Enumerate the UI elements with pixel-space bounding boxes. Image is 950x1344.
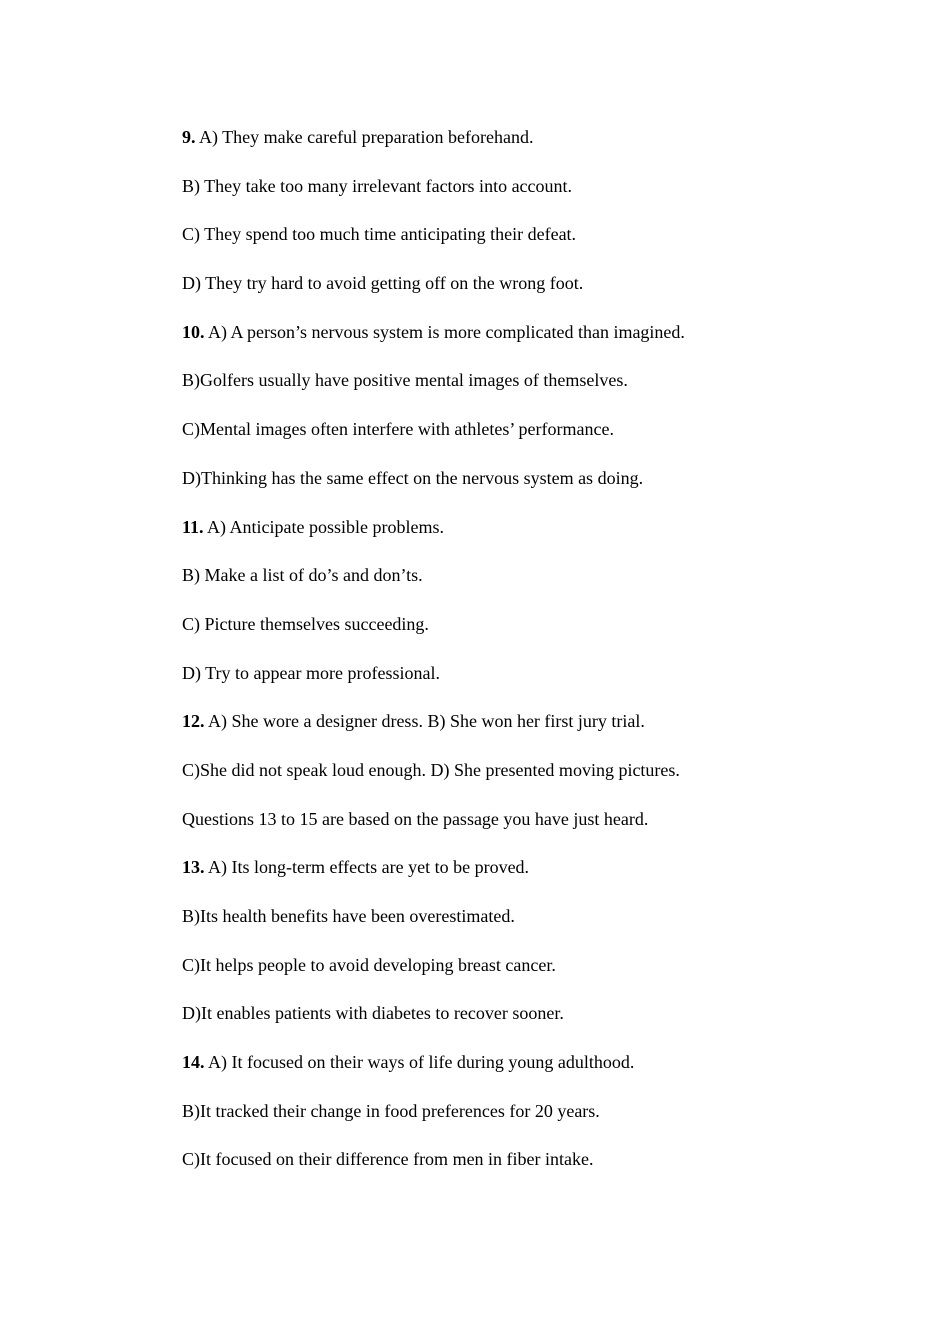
question-10-option-b <box>182 368 882 392</box>
question-9-option-b <box>182 174 882 198</box>
option-text: C) They spend too much time anticipating their defeat. <box>182 224 577 245</box>
question-9-option-d <box>182 271 882 295</box>
question-14-option-b <box>182 1099 882 1123</box>
option-text: B) Make a list of do’s and don’ts. <box>182 565 423 586</box>
option-text: C)Mental images often interfere with athletes’ performance. <box>182 419 614 440</box>
question-12-options-cd <box>182 758 882 782</box>
instruction-text: Questions 13 to 15 are based on the passage you have just heard. <box>182 808 649 829</box>
option-text: B)Its health benefits have been overestimated. <box>182 906 515 926</box>
question-11-option-a <box>182 515 882 539</box>
option-text: B) They take too many irrelevant factors into account. <box>182 175 573 196</box>
section-instruction <box>182 807 882 831</box>
question-10-option-c <box>182 417 882 441</box>
option-text: D) They try hard to avoid getting off on the wrong foot. <box>182 273 584 294</box>
question-number: 10. <box>182 321 205 342</box>
option-text: C)It helps people to avoid developing breast cancer. <box>182 954 556 975</box>
question-14-option-a <box>182 1050 882 1074</box>
question-13-option-a <box>182 855 882 879</box>
option-text: C)It focused on their difference from men in fiber intake. <box>182 1149 594 1170</box>
option-text: D) Try to appear more professional. <box>182 662 440 683</box>
question-number: 13. <box>182 857 205 878</box>
question-13-option-d <box>182 1001 882 1025</box>
option-text: D)It enables patients with diabetes to recover sooner. <box>182 1003 564 1024</box>
question-14-option-c <box>182 1147 882 1171</box>
option-text: C) Picture themselves succeeding. <box>182 613 429 634</box>
option-text: A) They make careful preparation beforehand. <box>195 127 534 147</box>
option-text: A) It focused on their ways of life during young adulthood. <box>204 1052 635 1073</box>
option-text: A) Anticipate possible problems. <box>203 516 444 537</box>
option-text: B)Golfers usually have positive mental images of themselves. <box>182 370 628 391</box>
question-9-option-c <box>182 222 882 246</box>
question-11-option-d <box>182 661 882 685</box>
question-12-options-ab <box>182 709 882 733</box>
question-10-option-d <box>182 466 882 490</box>
option-text: C)She did not speak loud enough. D) She presented moving pictures. <box>182 759 680 780</box>
question-13-option-b <box>182 904 882 928</box>
option-text: A) She wore a designer dress. B) She won her first jury trial. <box>204 711 645 732</box>
option-text: D)Thinking has the same effect on the nervous system as doing. <box>182 467 644 488</box>
question-number: 12. <box>182 711 205 732</box>
question-9-option-a <box>182 125 882 149</box>
option-text: A) A person’s nervous system is more complicated than imagined. <box>204 321 685 342</box>
question-11-option-b <box>182 563 882 587</box>
option-text: B)It tracked their change in food preferences for 20 years. <box>182 1100 600 1121</box>
option-text: A) Its long-term effects are yet to be proved. <box>204 857 530 878</box>
question-number: 9. <box>182 127 196 147</box>
question-13-option-c <box>182 953 882 977</box>
question-11-option-c <box>182 612 882 636</box>
question-number: 11. <box>182 516 204 537</box>
question-list <box>182 125 882 1196</box>
question-number: 14. <box>182 1052 205 1073</box>
question-10-option-a <box>182 320 882 344</box>
